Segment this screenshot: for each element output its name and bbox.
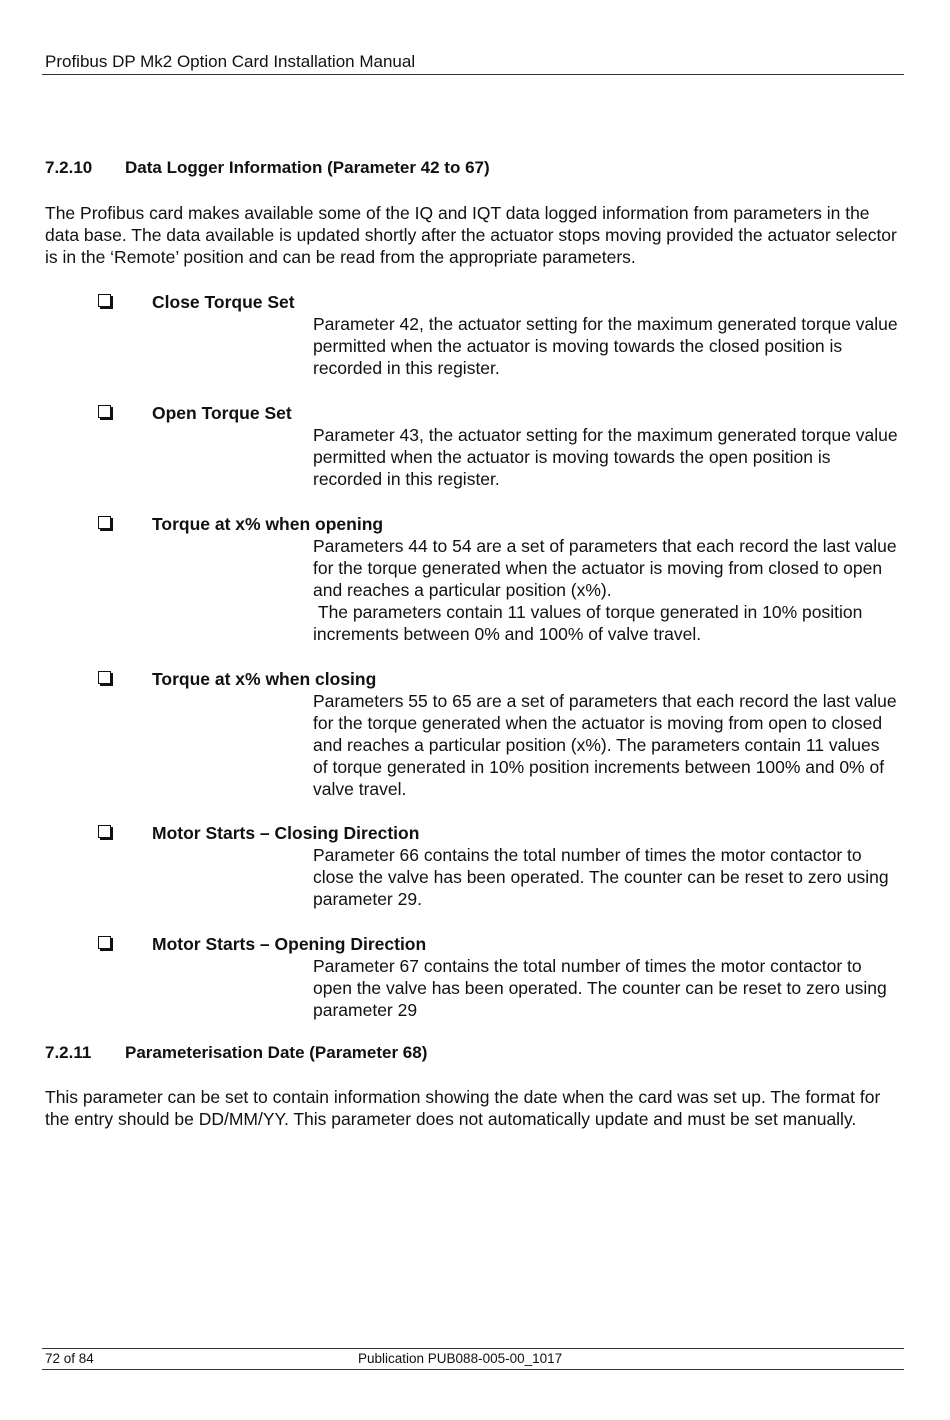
list-item-torque-when-opening	[98, 513, 898, 645]
footer-divider-top	[42, 1348, 904, 1349]
item-description-text: Parameter 43, the actuator setting for the maximum generated torque value permitted when the actuator is moving towards the open position is recorded in this register.	[313, 425, 898, 489]
checkbox-bullet-icon	[98, 516, 111, 529]
item-description	[313, 313, 898, 379]
item-description	[313, 955, 898, 1021]
item-description-text: Parameter 42, the actuator setting for the maximum generated torque value permitted when the actuator is moving towards the closed position is recorded in this register.	[313, 314, 898, 378]
item-description	[313, 690, 898, 800]
section-number: 7.2.10	[45, 158, 93, 177]
footer-divider-bottom	[42, 1369, 904, 1370]
checkbox-bullet-icon	[98, 936, 111, 949]
item-description	[313, 844, 898, 910]
section-heading-7-2-11	[45, 1042, 427, 1064]
item-description	[313, 424, 898, 490]
item-title: Torque at x% when opening	[152, 514, 384, 534]
item-description-text: The parameters contain 11 values of torque generated in 10% position increments between 0% and 100% of valve travel.	[313, 602, 868, 644]
checkbox-bullet-icon	[98, 671, 111, 684]
item-title: Open Torque Set	[152, 403, 292, 423]
publication-code: Publication PUB088-005-00_1017	[358, 1351, 563, 1366]
page-number: 72 of 84	[45, 1351, 94, 1366]
checkbox-bullet-icon	[98, 294, 111, 307]
list-item-motor-starts-opening	[98, 933, 898, 1021]
item-title: Motor Starts – Closing Direction	[152, 823, 420, 843]
section-title: Parameterisation Date (Parameter 68)	[125, 1043, 428, 1062]
list-item-motor-starts-closing	[98, 822, 898, 910]
checkbox-bullet-icon	[98, 825, 111, 838]
list-item-open-torque-set	[98, 402, 898, 490]
checkbox-bullet-icon	[98, 405, 111, 418]
section-number: 7.2.11	[45, 1043, 92, 1062]
section-title: Data Logger Information (Parameter 42 to 67)	[125, 158, 490, 177]
intro-paragraph: The Profibus card makes available some of the IQ and IQT data logged information from parameters in the data base. The data available is updated shortly after the actuator stops moving provided the actuator selector is in the ‘Remote’ position and can be read from the appropriate parameters.	[45, 203, 897, 267]
item-description-text: Parameters 44 to 54 are a set of parameters that each record the last value for the torque generated when the actuator is moving from closed to open and reaches a particular position (x%).	[313, 536, 897, 600]
header-divider	[42, 74, 904, 75]
item-description-text: Parameters 55 to 65 are a set of parameters that each record the last value for the torque generated when the actuator is moving from open to closed and reaches a particular position (x%). The parameters contain 11 values of torque generated in 10% position increments between 100% and 0% of valve travel.	[313, 691, 897, 799]
list-item-close-torque-set	[98, 291, 898, 379]
item-description-text: Parameter 67 contains the total number of times the motor contactor to open the valve has been operated. The counter can be reset to zero using parameter 29	[313, 956, 887, 1020]
parameterisation-paragraph: This parameter can be set to contain information showing the date when the card was set up. The format for the entry should be DD/MM/YY. This parameter does not automatically update and must be set manually.	[45, 1087, 881, 1129]
item-description-text: Parameter 66 contains the total number of times the motor contactor to close the valve has been operated. The counter can be reset to zero using parameter 29.	[313, 845, 889, 909]
page-header-title: Profibus DP Mk2 Option Card Installation Manual	[45, 52, 416, 71]
section-heading-7-2-10	[45, 157, 490, 179]
item-title: Close Torque Set	[152, 292, 295, 312]
item-title: Motor Starts – Opening Direction	[152, 934, 427, 954]
item-title: Torque at x% when closing	[152, 669, 377, 689]
item-description	[313, 535, 898, 645]
list-item-torque-when-closing	[98, 668, 898, 800]
